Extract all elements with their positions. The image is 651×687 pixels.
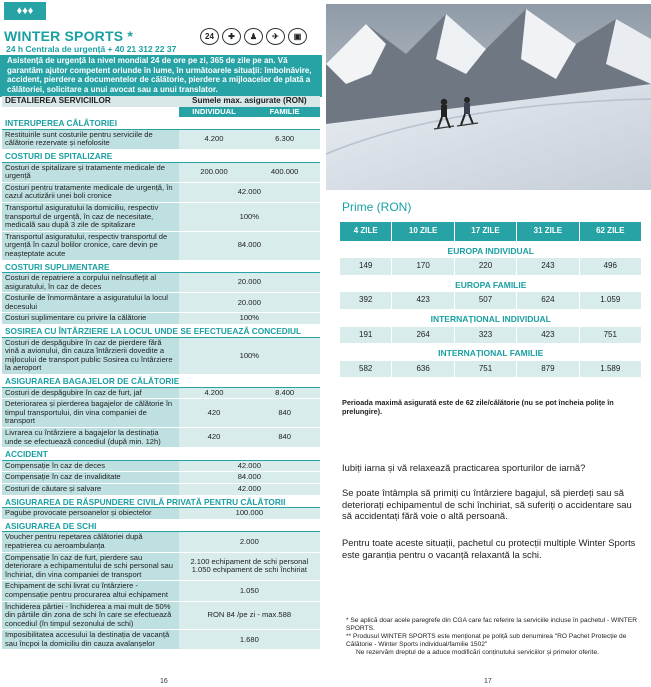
service-desc: Închiderea pârtiei - închiderea a mai mult de 50% din pârtiile din zona de schi în care se efectuează concediul (în timpul sezonului de schi) xyxy=(2,601,179,630)
sum-familie: 840 xyxy=(249,399,320,428)
table-row xyxy=(2,293,320,313)
table-row xyxy=(2,129,320,149)
col-familie: FAMILIE xyxy=(249,107,320,118)
prime-group-title: INTERNAȚIONAL INDIVIDUAL xyxy=(430,313,551,324)
sum-shared: RON 84 /pe zi - max.588 xyxy=(179,601,320,630)
section-title: ACCIDENT xyxy=(2,448,320,461)
prime-value: 149 xyxy=(340,258,392,275)
table-row xyxy=(2,552,320,581)
paragraph-3: Pentru toate aceste situații, pachetul cu protecții multiple Winter Sports este garanția pentru o vacanță relaxantă la schi. xyxy=(342,537,636,560)
service-desc: Echipament de schi livrat cu întârziere - compensație pentru procurarea altui echipament xyxy=(2,581,179,601)
service-desc: Costuri de căutare și salvare xyxy=(2,483,179,495)
prime-value: 243 xyxy=(517,258,579,275)
page-number-right: 17 xyxy=(484,678,492,685)
footnote-3: Ne rezervăm dreptul de a aduce modificări conținutului serviciilor și primelor oferite. xyxy=(356,649,599,656)
table-row xyxy=(2,273,320,293)
sum-individual: 4.200 xyxy=(179,129,250,149)
table-row xyxy=(2,428,320,448)
24h-icon: 24 xyxy=(200,28,219,45)
service-desc: Imposibilitatea accesului la destinația de vacanță sau încpoi la domiciliu din cauza avalanșelor xyxy=(2,630,179,650)
prime-value: 264 xyxy=(392,327,454,344)
prime-value: 751 xyxy=(454,361,516,378)
prime-value: 170 xyxy=(392,258,454,275)
prime-col-head: 62 ZILE xyxy=(579,222,641,241)
prime-col-head: 17 ZILE xyxy=(454,222,516,241)
prime-value: 751 xyxy=(579,327,641,344)
service-desc: Costurile de înmormântare a asiguratului la locul decesului xyxy=(2,293,179,313)
sum-individual: 4.200 xyxy=(179,387,250,399)
emergency-line: 24 h Centrala de urgență + 40 21 312 22 37 xyxy=(6,44,177,54)
service-desc: Restituirile sunt costurile pentru serviciile de călătorie rezervate și nefolosite xyxy=(2,129,179,149)
prime-value: 220 xyxy=(454,258,516,275)
sum-shared: 42.000 xyxy=(179,182,320,202)
prime-group-title: EUROPA INDIVIDUAL xyxy=(447,245,534,256)
sum-individual: 200.000 xyxy=(179,162,250,182)
service-desc: Livrarea cu întârziere a bagajelor la destinația unde se efectuează concediul (după min. 12h) xyxy=(2,428,179,448)
service-desc: Compensație în caz de invaliditate xyxy=(2,472,179,484)
table-row xyxy=(2,630,320,650)
sum-shared: 42.000 xyxy=(179,483,320,495)
footnotes xyxy=(346,617,642,657)
service-desc: Costuri suplimentare cu privire la călătorie xyxy=(2,313,179,325)
prime-group-title: INTERNAȚIONAL FAMILIE xyxy=(438,348,544,359)
brand-logo: ♦♦♦ xyxy=(4,2,46,20)
sum-shared: 42.000 xyxy=(179,460,320,472)
paragraph-1: Iubiți iarna și vă relaxează practicarea sporturilor de iarnă? xyxy=(342,462,586,473)
sum-shared: 20.000 xyxy=(179,293,320,313)
page-number-left: 16 xyxy=(160,678,168,685)
sum-shared: 100.000 xyxy=(179,508,320,520)
service-desc: Compensație în caz de furt, pierdere sau deteriorare a echipamentului de schi personal sau închiriat, din vina companiei de transport xyxy=(2,552,179,581)
sum-familie: 6.300 xyxy=(249,129,320,149)
service-desc: Transportul asiguratului la domiciliu, respectiv transportul de urgență, în caz de necesitate, medicală sau după 3 zile de spitalizare xyxy=(2,202,179,231)
intro-box: Asistență de urgență la nivel mondial 24 de ore pe zi, 365 de zile pe an. Vă garantăm ajutor competent oriunde în lume, în următoarele situații: îmbolnăvire, accident, pierdere a documentelor de călătorie, pierdere a mijloacelor de plată a călătoriei, solicitare a unui avocat sau a unui translator. xyxy=(0,55,322,97)
service-desc: Voucher pentru repetarea călătoriei după repatrierea cu aeroambulanța xyxy=(2,532,179,552)
sum-shared: 2.100 echipament de schi personal 1.050 echipament de schi închiriat xyxy=(179,552,320,581)
service-desc: Transportul asiguratului, respectiv transportul de urgență în cazul bolilor cronice, care devin pe neașteptate acute xyxy=(2,231,179,260)
prime-value: 624 xyxy=(517,292,579,309)
sum-familie: 8.400 xyxy=(249,387,320,399)
table-row xyxy=(2,337,320,374)
prime-value: 423 xyxy=(517,327,579,344)
section-title: COSTURI DE SPITALIZARE xyxy=(2,149,320,162)
sum-shared: 1.680 xyxy=(179,630,320,650)
section-title: ASIGURAREA DE RĂSPUNDERE CIVILĂ PRIVATĂ PENTRU CĂLĂTORII xyxy=(2,495,320,508)
prime-col-head: 4 ZILE xyxy=(340,222,392,241)
prime-value: 1.589 xyxy=(579,361,641,378)
prime-value: 392 xyxy=(340,292,392,309)
ski-touring-photo xyxy=(326,4,651,190)
table-row xyxy=(2,601,320,630)
prime-title: Prime (RON) xyxy=(342,200,412,214)
sum-shared: 2.000 xyxy=(179,532,320,552)
service-desc: Deteriorarea și pierderea bagajelor de călătorie în timpul transportului, din vina companiei de transport xyxy=(2,399,179,428)
sum-shared: 1.050 xyxy=(179,581,320,601)
sum-familie: 840 xyxy=(249,428,320,448)
sum-shared: 84.000 xyxy=(179,231,320,260)
sum-individual: 420 xyxy=(179,428,250,448)
prime-value: 1.059 xyxy=(579,292,641,309)
section-title: ASIGURAREA DE SCHI xyxy=(2,519,320,532)
sum-shared: 100% xyxy=(179,313,320,325)
prime-table xyxy=(340,222,642,377)
person-icon: ♟ xyxy=(244,28,263,45)
table-row xyxy=(2,399,320,428)
service-desc: Costuri de spitalizare și tratamente medicale de urgență xyxy=(2,162,179,182)
service-desc: Pagube provocate persoanelor și obiectelor xyxy=(2,508,179,520)
prime-value: 879 xyxy=(517,361,579,378)
table-row xyxy=(2,532,320,552)
service-desc: Costuri pentru tratamente medicale de urgență, în cazul acutizării unei boli cronice xyxy=(2,182,179,202)
prime-value: 191 xyxy=(340,327,392,344)
service-desc: Costuri de repatriere a corpului neînsuflețit al asiguratului, în caz de deces xyxy=(2,273,179,293)
sum-individual: 420 xyxy=(179,399,250,428)
sum-shared: 100% xyxy=(179,337,320,374)
footnote-1: * Se aplică doar acele paregrefe din CGA care fac referire la serviciile incluse în pachetul - WINTER SPORTS. xyxy=(346,617,637,632)
service-desc: Costuri de despăgubire în caz de furt, jaf xyxy=(2,387,179,399)
sum-shared: 20.000 xyxy=(179,273,320,293)
col-head-services: DETALIEREA SERVICIILOR xyxy=(2,96,179,107)
table-row xyxy=(2,460,320,472)
services-table xyxy=(2,96,320,650)
col-individual: INDIVIDUAL xyxy=(179,107,250,118)
prime-group-title: EUROPA FAMILIE xyxy=(455,279,527,290)
sum-familie: 400.000 xyxy=(249,162,320,182)
prime-col-head: 10 ZILE xyxy=(392,222,454,241)
table-row xyxy=(2,182,320,202)
prime-value: 582 xyxy=(340,361,392,378)
plane-icon: ✈ xyxy=(266,28,285,45)
table-row xyxy=(2,581,320,601)
right-page xyxy=(326,0,651,687)
prime-value: 636 xyxy=(392,361,454,378)
service-desc: Compensație în caz de deces xyxy=(2,460,179,472)
section-title: COSTURI SUPLIMENTARE xyxy=(2,260,320,273)
prime-value: 423 xyxy=(392,292,454,309)
sum-shared: 100% xyxy=(179,202,320,231)
section-title: ASIGURAREA BAGAJELOR DE CĂLĂTORIE xyxy=(2,375,320,388)
prime-col-head: 31 ZILE xyxy=(517,222,579,241)
sum-shared: 84.000 xyxy=(179,472,320,484)
medical-icon: ✚ xyxy=(222,28,241,45)
left-page xyxy=(0,0,322,687)
table-row xyxy=(2,231,320,260)
footnote-2: ** Produsul WINTER SPORTS este menționat pe poliță sub denumirea "RO Pachet Protecție de Călătorie - Winter Sports individual/familie 1502" xyxy=(346,633,627,648)
case-icon: ▣ xyxy=(288,28,307,45)
service-icons xyxy=(200,28,307,45)
table-row xyxy=(2,162,320,182)
page-title: WINTER SPORTS * xyxy=(4,28,134,44)
table-row xyxy=(2,508,320,520)
table-row xyxy=(2,472,320,484)
service-desc: Costuri de despăgubire în caz de pierdere fără vină a avionului, din cauza întârzierii dovedite a mijlocului de transport public Sosirea cu întârziere la aeroport xyxy=(2,337,179,374)
section-title: INTERUPEREA CĂLĂTORIEI xyxy=(2,117,320,129)
prime-value: 496 xyxy=(579,258,641,275)
table-row xyxy=(2,387,320,399)
table-row xyxy=(2,313,320,325)
section-title: SOSIREA CU ÎNTÂRZIERE LA LOCUL UNDE SE EFECTUEAZĂ CONCEDIUL xyxy=(2,325,320,338)
prime-value: 323 xyxy=(454,327,516,344)
prime-value: 507 xyxy=(454,292,516,309)
paragraph-2: Se poate întâmpla să primiți cu întârziere bagajul, să pierdeți sau să deteriorați echipamentul de schi închiriat, să suferiți o accidentare sau să accidentați fără voie o altă persoană. xyxy=(342,487,632,521)
table-row xyxy=(2,483,320,495)
prime-note: Perioada maximă asigurată este de 62 zile/călătorie (nu se pot încheia polițe în prelungire). xyxy=(342,398,614,416)
col-head-sums: Sumele max. asigurate (RON) xyxy=(179,96,320,107)
table-row xyxy=(2,202,320,231)
